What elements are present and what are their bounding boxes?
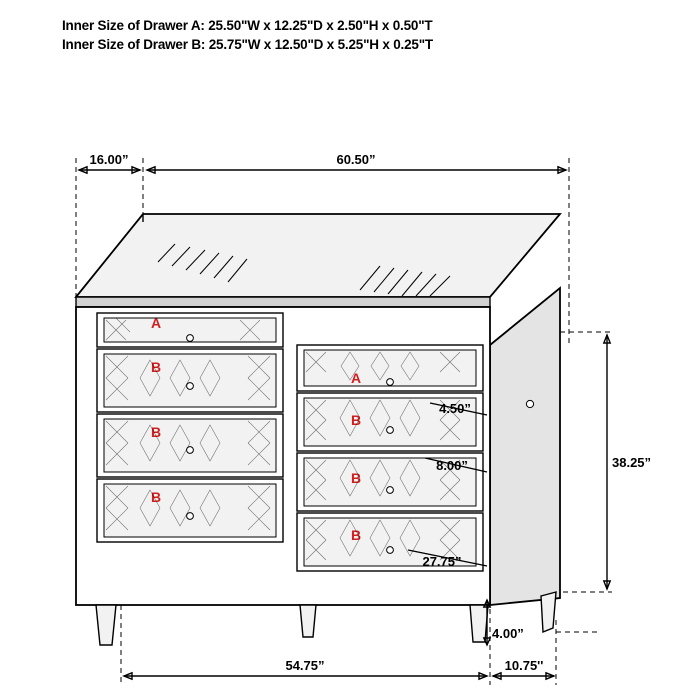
drawer-left-a-knob-icon: [187, 335, 194, 342]
side-panel: [490, 288, 560, 605]
top-front-edge: [76, 297, 490, 307]
drawer-right-b1-label: B: [350, 412, 362, 428]
drawer-right-b2-knob-icon: [387, 487, 394, 494]
dim-height-label: 38.25”: [612, 455, 652, 470]
drawer-right-b2-label: B: [350, 470, 362, 486]
dim-width-label: 60.50”: [336, 152, 376, 167]
drawer-right-a-label: A: [350, 370, 362, 386]
spec-line-drawer-a: Inner Size of Drawer A: 25.50"W x 12.25"D x 2.50"H x 0.50"T: [62, 18, 433, 33]
leg-front-right: [470, 605, 488, 642]
dimension-total-height: [604, 335, 651, 589]
dim-8-00-label: 8.00”: [436, 458, 468, 473]
leg-front-left: [96, 605, 116, 645]
dim-leg-label: 4.00”: [492, 626, 524, 641]
dresser-body: [76, 214, 560, 645]
drawer-left-b3-label: B: [150, 489, 162, 505]
drawer-left-b1-knob-icon: [187, 383, 194, 390]
drawer-right-b3-knob-icon: [387, 547, 394, 554]
dim-base-depth-label: 10.75'': [504, 658, 544, 673]
drawer-left-b1-label: B: [150, 359, 162, 375]
drawer-right-b1-knob-icon: [387, 427, 394, 434]
leg-center: [300, 605, 316, 637]
drawer-right-b3-label: B: [350, 527, 362, 543]
top-surface: [76, 214, 560, 297]
dim-4-50-label: 4.50”: [439, 401, 471, 416]
side-knob-icon: [526, 400, 533, 407]
leg-rear-right: [541, 592, 556, 632]
dim-depth-label: 16.00”: [89, 152, 129, 167]
dimension-top-row: [79, 152, 566, 173]
drawer-left-b2-label: B: [150, 424, 162, 440]
dim-base-width-label: 54.75”: [285, 658, 325, 673]
drawer-left-a-label: A: [150, 315, 162, 331]
dim-27-75-label: 27.75”: [422, 554, 462, 569]
spec-line-drawer-b: Inner Size of Drawer B: 25.75"W x 12.50"D x 5.25"H x 0.25"T: [62, 37, 433, 52]
drawer-right-a-knob-icon: [387, 379, 394, 386]
drawer-left-b3-knob-icon: [187, 513, 194, 520]
